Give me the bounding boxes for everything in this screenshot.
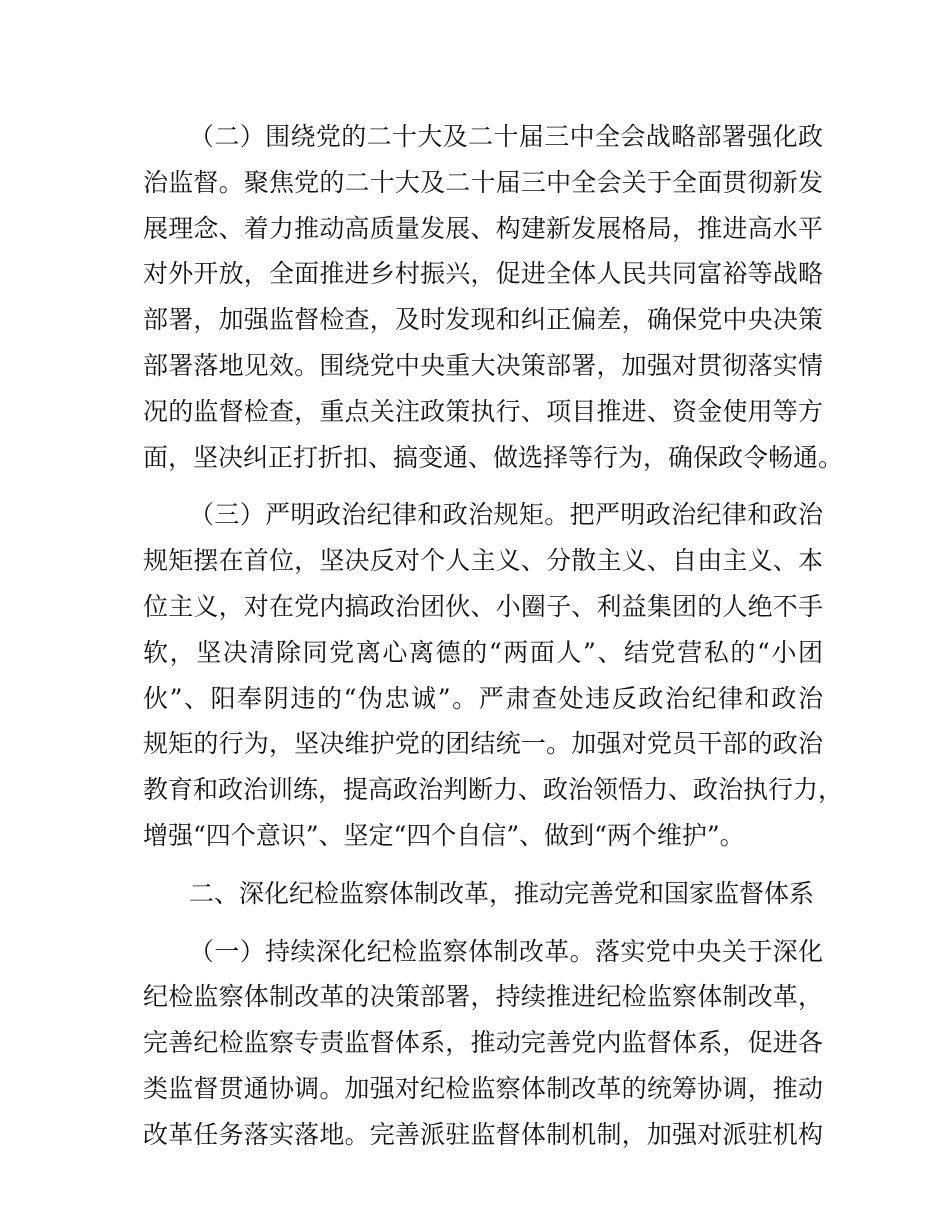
paragraph-line: 规矩的行为，坚决维护党的团结统一。加强对党员干部的政治	[143, 729, 823, 759]
section-two-heading: 二、深化纪检监察体制改革，推动完善党和国家监督体系	[189, 878, 815, 908]
paragraph-line: 位主义，对在党内搞政治团伙、小圈子、利益集团的人绝不手	[143, 591, 823, 621]
paragraph-line: 软，坚决清除同党离心离德的“两面人”、结党营私的“小团	[143, 637, 823, 667]
paragraph-political-supervision	[143, 114, 844, 480]
paragraph-line: （一）持续深化纪检监察体制改革。落实党中央关于深化	[189, 936, 823, 966]
paragraph-line: 展理念、着力推动高质量发展、构建新发展格局，推进高水平	[143, 213, 823, 243]
paragraph-line: 纪检监察体制改革的决策部署，持续推进纪检监察体制改革，	[143, 982, 823, 1012]
paragraph-line: 伙”、阳奉阴违的“伪忠诚”。严肃查处违反政治纪律和政治	[143, 683, 823, 713]
paragraph-line: 完善纪检监察专责监督体系，推动完善党内监督体系，促进各	[143, 1028, 823, 1058]
document-body	[143, 114, 844, 1158]
paragraph-line: 类监督贯通协调。加强对纪检监察体制改革的统筹协调，推动	[143, 1073, 823, 1103]
paragraph-line: （三）严明政治纪律和政治规矩。把严明政治纪律和政治	[189, 500, 823, 530]
paragraph-line: 教育和政治训练，提高政治判断力、政治领悟力、政治执行力，	[143, 775, 844, 805]
paragraph-line: 改革任务落实落地。完善派驻监督体制机制，加强对派驻机构	[143, 1119, 823, 1149]
paragraph-line: 增强“四个意识”、坚定“四个自信”、做到“两个维护”。	[143, 820, 745, 850]
paragraph-line: 部署，加强监督检查，及时发现和纠正偏差，确保党中央决策	[143, 305, 823, 335]
paragraph-political-discipline	[143, 492, 844, 858]
paragraph-deepen-reform	[143, 929, 823, 1158]
paragraph-line: 部署落地见效。围绕党中央重大决策部署，加强对贯彻落实情	[143, 350, 823, 380]
paragraph-line: 治监督。聚焦党的二十大及二十届三中全会关于全面贯彻新发	[143, 167, 823, 197]
paragraph-line: 规矩摆在首位，坚决反对个人主义、分散主义、自由主义、本	[143, 546, 823, 576]
paragraph-line: 面，坚决纠正打折扣、搞变通、做选择等行为，确保政令畅通。	[143, 442, 844, 472]
paragraph-line: 对外开放，全面推进乡村振兴，促进全体人民共同富裕等战略	[143, 259, 823, 289]
paragraph-line: （二）围绕党的二十大及二十届三中全会战略部署强化政	[189, 122, 823, 151]
section-heading	[143, 871, 823, 917]
paragraph-line: 况的监督检查，重点关注政策执行、项目推进、资金使用等方	[143, 396, 823, 426]
